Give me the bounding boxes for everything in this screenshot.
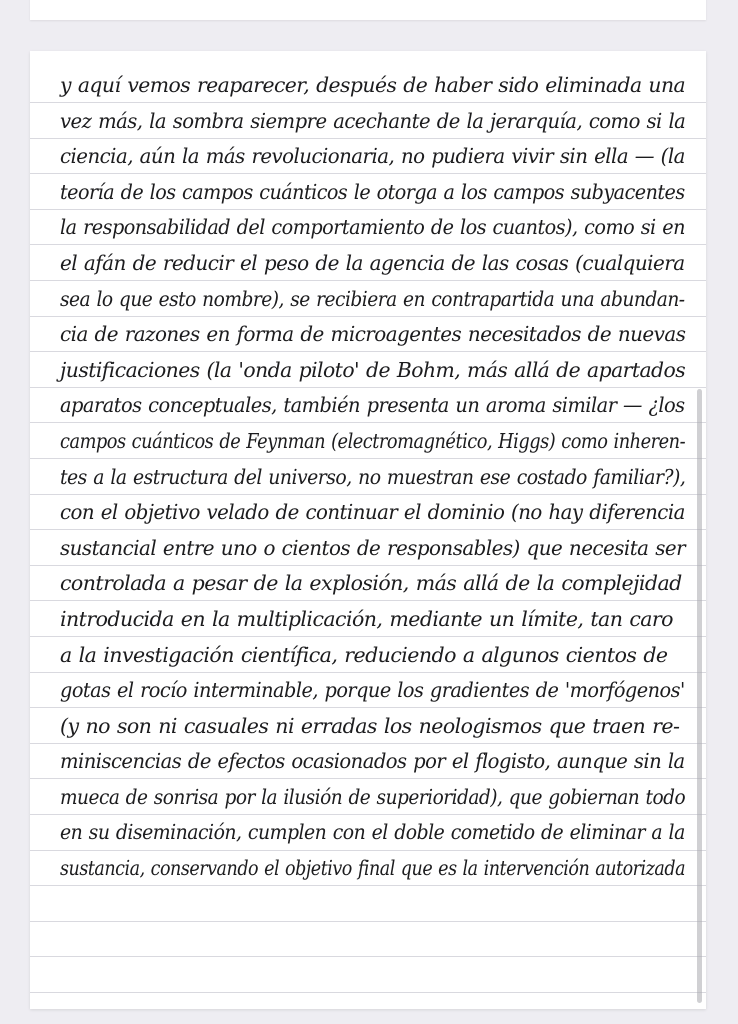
ruled-line: [30, 956, 706, 957]
text-line: miniscencias de efectos ocasionados por el flogisto, aunque sin la: [60, 749, 685, 774]
text-line: gotas el rocío interminable, porque los gradientes de 'morfógenos': [60, 678, 685, 703]
handwritten-text: [60, 68, 685, 887]
text-line: sustancia, conservando el objetivo final que es la intervención autorizada: [60, 856, 686, 881]
text-line: (y no son ni casuales ni erradas los neologismos que traen re-: [60, 713, 680, 738]
text-line: con el objetivo velado de continuar el dominio (no hay diferencia: [60, 500, 685, 525]
text-line: ciencia, aún la más revolucionaria, no pudiera vivir sin ella — (la: [60, 144, 685, 169]
ruled-line: [30, 992, 706, 993]
text-line: vez más, la sombra siempre acechante de la jerarquía, como si la: [60, 108, 686, 133]
previous-page-edge: [30, 0, 706, 20]
text-line: a la investigación científica, reduciendo a algunos cientos de: [60, 642, 668, 667]
text-line: aparatos conceptuales, también presenta un aroma similar — ¿los: [60, 393, 685, 418]
text-line: el afán de reducir el peso de la agencia de las cosas (cualquiera: [60, 250, 685, 275]
text-line: en su diseminación, cumplen con el doble cometido de eliminar a la: [60, 820, 685, 845]
text-line: campos cuánticos de Feynman (electromagnético, Higgs) como inheren-: [60, 428, 686, 453]
text-line: sea lo que esto nombre), se recibiera en contrapartida una abundan-: [60, 286, 685, 311]
text-line: justificaciones (la 'onda piloto' de Bohm, más allá de apartados: [60, 357, 686, 382]
text-line: mueca de sonrisa por la ilusión de superioridad), que gobiernan todo: [60, 784, 686, 809]
text-line: y aquí vemos reaparecer, después de haber sido eliminada una: [60, 73, 686, 97]
text-line: teoría de los campos cuánticos le otorga a los campos subyacentes: [60, 179, 685, 204]
text-line: tes a la estructura del universo, no muestran ese costado familiar?),: [60, 464, 686, 489]
notebook-page[interactable]: [30, 51, 706, 1009]
text-line: cia de razones en forma de microagentes necesitados de nuevas: [60, 322, 686, 347]
vertical-scrollbar[interactable]: [697, 389, 702, 1003]
text-line: la responsabilidad del comportamiento de los cuantos), como si en: [60, 215, 685, 240]
text-line: introducida en la multiplicación, mediante un límite, tan caro: [60, 606, 673, 631]
text-line: sustancial entre uno o cientos de responsables) que necesita ser: [60, 535, 686, 560]
text-line: controlada a pesar de la explosión, más allá de la complejidad: [60, 571, 682, 596]
ruled-line: [30, 921, 706, 922]
